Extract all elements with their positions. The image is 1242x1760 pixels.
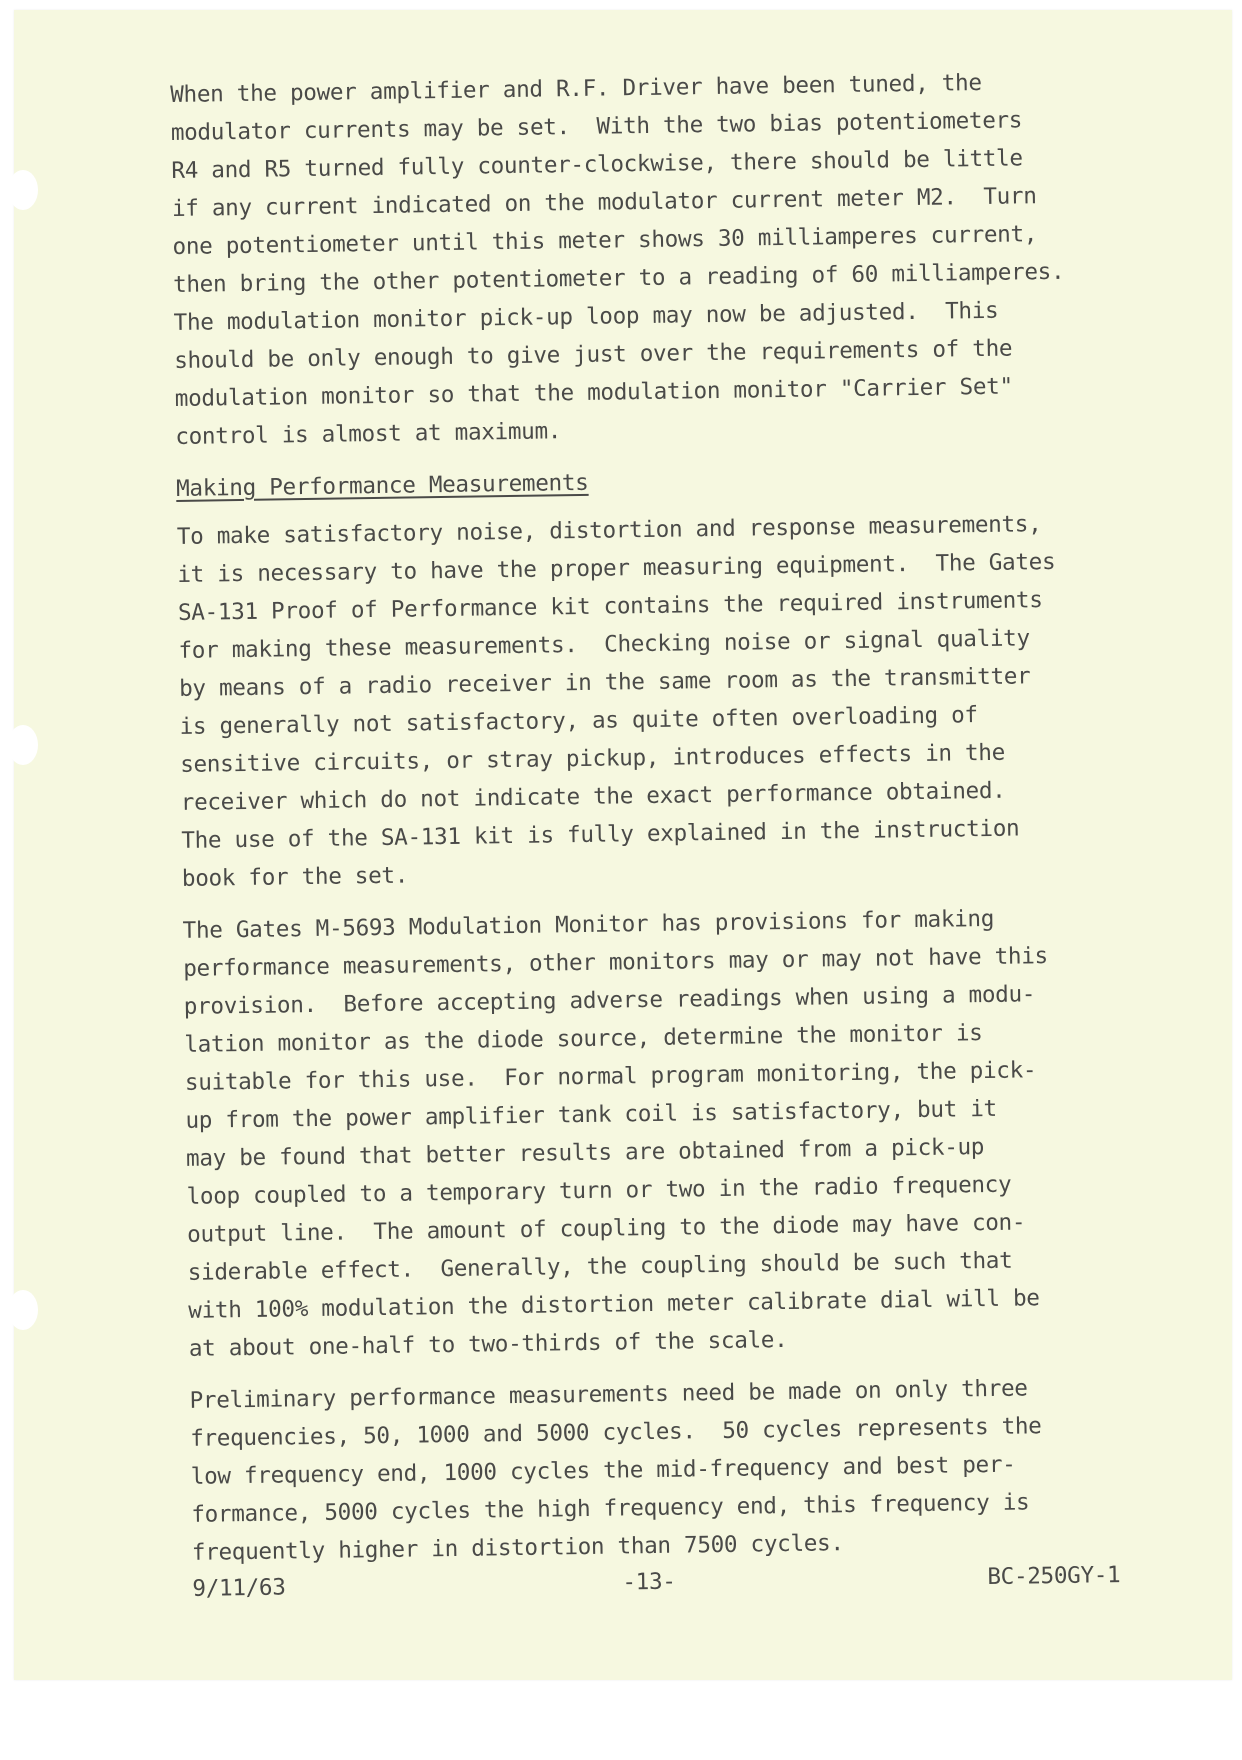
footer-page-number: -13-: [622, 1568, 676, 1596]
text-line: with 100% modulation the distortion meter calibrate dial will be: [188, 1285, 1040, 1324]
text-line: lation monitor as the diode source, determine the monitor is: [184, 1020, 983, 1058]
text-line: frequencies, 50, 1000 and 5000 cycles. 50 cycles represents the: [190, 1413, 1042, 1452]
punch-hole: [8, 1290, 38, 1330]
text-line: siderable effect. Generally, the coupling should be such that: [187, 1247, 1013, 1286]
text-line: To make satisfactory noise, distortion and response measurements,: [176, 511, 1042, 550]
text-line: may be found that better results are obtained from a pick-up: [185, 1134, 985, 1172]
text-line: modulation monitor so that the modulation monitor "Carrier Set": [174, 373, 1013, 412]
text-line: control is almost at maximum.: [175, 418, 562, 450]
punch-hole: [8, 170, 38, 210]
footer-document-code: BC-250GY-1: [987, 1562, 1121, 1591]
text-line: then bring the other potentiometer to a reading of 60 milliamperes.: [172, 258, 1065, 298]
text-line: if any current indicated on the modulator current meter M2. Turn: [171, 183, 1037, 222]
text-line: receiver which do not indicate the exact performance obtained.: [180, 777, 1006, 816]
text-line: The use of the SA-131 kit is fully explained in the instruction: [181, 815, 1020, 854]
paragraph-modulation-monitor: [182, 897, 1199, 1368]
text-line: The modulation monitor pick-up loop may now be adjusted. This: [173, 297, 999, 336]
text-line: is generally not satisfactory, as quite often overloading of: [179, 702, 978, 740]
footer-date: 9/11/63: [192, 1574, 286, 1602]
text-line: at about one-half to two-thirds of the scale.: [188, 1326, 788, 1362]
paragraph-measuring-equipment: [177, 503, 1193, 898]
text-line: one potentiometer until this meter shows 30 milliamperes current,: [172, 221, 1038, 260]
text-line: performance measurements, other monitors may or may not have this: [183, 943, 1049, 982]
text-line: should be only enough to give just over the requirements of the: [174, 335, 1013, 374]
text-line: frequently higher in distortion than 7500 cycles.: [191, 1530, 844, 1566]
text-line: Preliminary performance measurements need be made on only three: [189, 1375, 1028, 1414]
text-line: formance, 5000 cycles the high frequency end, this frequency is: [191, 1489, 1030, 1528]
text-line: it is necessary to have the proper measuring equipment. The Gates: [177, 548, 1056, 588]
text-line: output line. The amount of coupling to the diode may have con-: [187, 1209, 1026, 1248]
text-line: sensitive circuits, or stray pickup, introduces effects in the: [180, 739, 1006, 778]
text-line: low frequency end, 1000 cycles the mid-frequency and best per-: [190, 1451, 1016, 1490]
text-line: suitable for this use. For normal program monitoring, the pick-: [184, 1057, 1037, 1096]
text-line: The Gates M-5693 Modulation Monitor has provisions for making: [182, 905, 995, 944]
paragraph-modulator-currents: [170, 61, 1186, 456]
typed-page-body: [170, 61, 1203, 1610]
text-line: by means of a radio receiver in the same room as the transmitter: [178, 663, 1031, 702]
section-heading: Making Performance Measurements: [175, 469, 589, 502]
text-line: book for the set.: [181, 862, 409, 892]
text-line: loop coupled to a temporary turn or two in the radio frequency: [186, 1171, 1012, 1210]
paragraph-preliminary-measurements: [189, 1367, 1202, 1572]
text-line: for making these measurements. Checking noise or signal quality: [178, 625, 1031, 664]
punch-hole: [8, 725, 38, 765]
text-line: SA-131 Proof of Performance kit contains the required instruments: [177, 587, 1043, 626]
text-line: When the power amplifier and R.F. Driver have been tuned, the: [170, 69, 982, 108]
text-line: modulator currents may be set. With the two bias potentiometers: [170, 107, 1023, 146]
text-line: up from the power amplifier tank coil is satisfactory, but it: [185, 1095, 998, 1134]
text-line: provision. Before accepting adverse readings when using a modu-: [183, 981, 1036, 1020]
text-line: R4 and R5 turned fully counter-clockwise, there should be little: [171, 145, 1023, 184]
